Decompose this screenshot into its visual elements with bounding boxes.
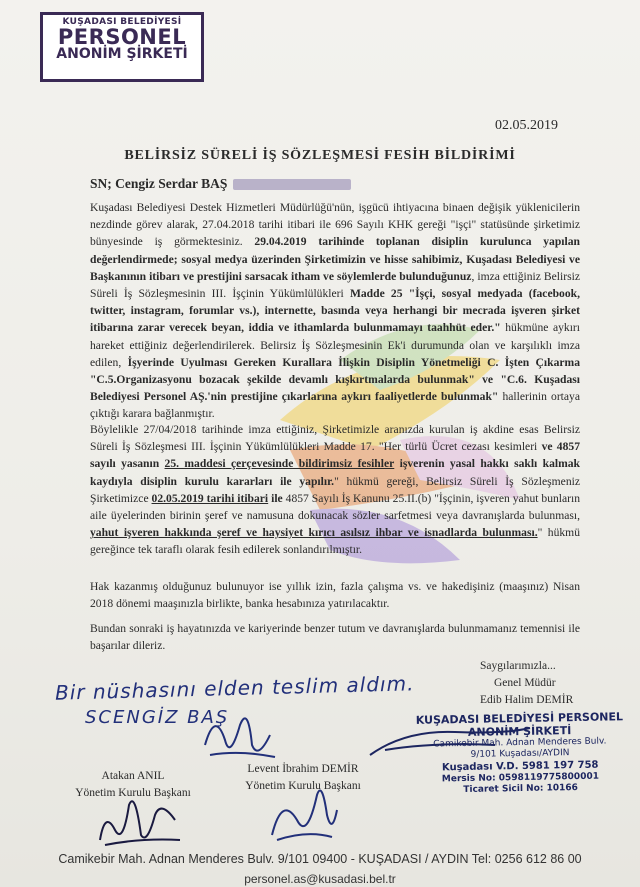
closing-greeting: Saygılarımızla... [480,660,556,672]
stamp-line-2: ANONİM ŞİRKETİ [467,724,572,739]
p1-c: , imza ettiğiniz Belirsiz Süreli İş Sözleşmesinin III. İşçinin Yükümlülükleri [90,269,580,301]
footer-address: Camikebir Mah. Adnan Menderes Bulv. 9/101 09400 - KUŞADASI / AYDIN Tel: 0256 612 86 00 [58,852,582,866]
stamp-line-7: Ticaret Sicil No: 10166 [463,782,578,795]
logo-top: KUŞADASI BELEDİYESİ [62,17,182,27]
p1-f: İşyerinde Uyulması Gereken Kurallara İlişkin Disiplin Yönetmeliği C. İşten Çıkarma "C.5.Organizasyonu bozacak şekilde devamlı kışkırtmalarda bulunmak" ve "C.6. Kuşadası Belediyesi Personel AŞ.'nin prestijine çıkarlarına aykırı faaliyetlerde bulunmak" [90,355,580,404]
closing-role: Genel Müdür [494,677,556,689]
p1-g: hallerinin ortaya çıktığı karara bağlanmıştır. [90,390,580,421]
logo-mid: PERSONEL [57,25,187,49]
p1-a: Kuşadası Belediyesi Destek Hizmetleri Müdürlüğü'nün, işgücü ihtiyacına binaen değişik yüklenicilerin nezdinde görev alarak, 27.04.2018 tarihi itibari ile 696 Sayılı KHK gereği "işçi" statüsünde şirketimiz bünyesinde iş görmektesiniz. [90,201,580,249]
addressee [90,176,351,192]
closing-name: Edib Halim DEMİR [480,694,574,706]
general-manager-signature-icon [365,720,535,765]
logo-bottom: ANONİM ŞİRKETİ [56,46,188,62]
signatory-middle-role: Yönetim Kurulu Başkanı [245,780,361,792]
handwritten-name: SCENGİZ BAŞ [85,707,230,728]
stamp-line-4: 9/101 Kuşadası/AYDIN [470,748,570,760]
p1-d: Madde 25 "İşçi, sosyal medyada (facebook, twitter, instagram, forumlar vs.), internette, basında veya herhangi bir mecrada işveren şirket itibarına zarar verecek beyan, iddia ve ithamlarda bulunmamayı taahhüt eder." [90,287,580,335]
p2-j: " hükmü gereğince tek taraflı olarak fesih edilerek sonlandırılmıştır. [90,526,580,557]
stamp-line-6: Mersis No: 0598119775800001 [441,771,600,785]
p1-e: hükmüne aykırı hareket ettiğiniz değerlendirilerek. Belirsiz İş Sözleşmesinin Ek'i durumunda olan ve karşılıklı imza edilen, [90,321,580,369]
signatory-left-role: Yönetim Kurulu Başkanı [75,787,191,799]
footer-email: personel.as@kusadasi.bel.tr [244,872,396,886]
p2-a: Böylelikle 27/04/2018 tarihinde imza ettiğiniz, Şirketimizle aranızda kurulan iş akdine esas Belirsiz Süreli İş Sözleşmesi III. İşçinin Yükümlülükleri Madde 17. "Her türlü Ücret cezası kesimleri [90,423,580,454]
addressee-name: SN; Cengiz Serdar BAŞ [90,176,228,191]
paragraph-3: Hak kazanmış olduğunuz bulunuyor ise yıllık izin, fazla çalışma vs. ve hakedişiniz (maaşınız) Nisan 2018 dönemi maaşınızla birlikte, banka hesabınıza yatırılacaktır. [90,580,580,611]
chairman-middle-signature-icon [262,775,342,845]
handwritten-receipt-note: Bir nüshasını elden teslim aldım. [54,671,415,705]
stamp-line-3: Camikebir Mah. Adnan Menderes Bulv. [433,736,607,750]
paragraph-2 [90,421,580,559]
p2-g: ile [271,491,283,505]
stamp-line-5: Kuşadası V.D. 5981 197 758 [441,759,599,774]
company-logo [40,12,204,82]
p2-d: işverenin yasal hakkı saklı kalmak kaydıyla disiplin kurulu kararları ile yapılır. [90,457,580,488]
paragraph-1 [90,199,580,423]
closing-block [480,658,620,709]
paragraph-4: Bundan sonraki iş hayatınızda ve kariyerinde benzer tutum ve davranışlarda bulunmamanız temennisi ile başarılar dileriz. [90,622,580,653]
stamp-line-1: KUŞADASI BELEDİYESİ PERSONEL [415,710,624,727]
p2-h: 4857 Sayılı İş Kanunu 25.II.(b) "İşçinin, işveren yahut bunların aile üyelerinden birinin şeref ve namusuna dokunacak sözler sarfetmesi veya davranışlarda bulunması, [90,491,581,523]
p2-e: " hükmü gereği, Belirsiz Süreli İş Sözleşmeniz Şirketimizce [90,474,580,505]
p2-b: ve 4857 sayılı yasanın [90,440,580,471]
p2-i: yahut işveren hakkında şeref ve haysiyet kırıcı asılsız ihbar ve isnadlarda bulunması. [90,526,538,540]
chairman-left-signature-icon [95,790,185,850]
signatory-left-name: Atakan ANIL [101,770,165,782]
redacted-id [233,179,351,190]
recipient-signature-icon [200,705,280,765]
p2-f: 02.05.2019 tarihi itibari [151,491,269,505]
signatory-middle-name: Levent İbrahim DEMİR [247,763,359,775]
document-title: BELİRSİZ SÜRELİ İŞ SÖZLEŞMESİ FESİH BİLDİRİMİ [124,148,516,163]
p2-c: 25. maddesi çerçevesinde bildirimsiz fesihler [164,457,395,471]
p1-b: 29.04.2019 tarihinde toplanan disiplin kurulunca yapılan değerlendirmede; sosyal medya üzerinden Şirketimizin ve hisse sahibimiz, Kuşadası Belediyesi ve Başkanının itibarı ve prestijini sarsacak itham ve söylemlerde bulunduğunuz [90,235,580,283]
document-date: 02.05.2019 [495,118,558,133]
